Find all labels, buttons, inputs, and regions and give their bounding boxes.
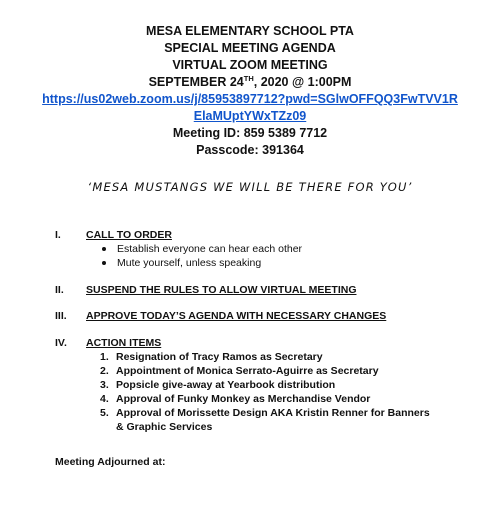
item-text: Approval of Morissette Design AKA Kristin Renner for Banners & Graphic Services: [116, 407, 430, 433]
item-text: Appointment of Monica Serrato-Aguirre as Secretary: [116, 365, 379, 377]
document-header: [0, 23, 500, 159]
item-number: 2.: [100, 365, 109, 377]
zoom-link-line-1: https://us02web.zoom.us/j/85953897712?pwd=SGlwOFFQQ3FwTVV1R: [42, 92, 458, 106]
date-month: SEPTEMBER 24: [148, 75, 244, 89]
item-text: Popsicle give-away at Yearbook distribution: [116, 379, 336, 391]
date-rest: , 2020 @ 1:00PM: [253, 75, 352, 89]
action-item: [100, 392, 435, 406]
action-item: [100, 406, 435, 434]
section-title: SUSPEND THE RULES TO ALLOW VIRTUAL MEETING: [86, 284, 357, 296]
call-to-order-bullets: [102, 242, 302, 270]
zoom-link-line-2: ElaMUptYWxTZz09: [193, 109, 307, 123]
item-number: 4.: [100, 393, 109, 405]
meeting-adjourned: Meeting Adjourned at:: [55, 456, 166, 468]
section-numeral: IV.: [55, 337, 67, 349]
item-number: 5.: [100, 407, 109, 419]
date-suffix: TH: [243, 73, 254, 83]
meeting-date: [0, 74, 500, 91]
section-title: ACTION ITEMS: [86, 337, 162, 349]
item-text: Approval of Funky Monkey as Merchandise Vendor: [116, 393, 371, 405]
item-number: 1.: [100, 351, 109, 363]
zoom-link[interactable]: [0, 91, 500, 125]
section-numeral: I.: [55, 229, 61, 241]
item-number: 3.: [100, 379, 109, 391]
meeting-id: Meeting ID: 859 5389 7712: [172, 126, 328, 140]
passcode: Passcode: 391364: [196, 143, 304, 157]
section-title: CALL TO ORDER: [86, 229, 172, 241]
section-numeral: III.: [55, 310, 67, 322]
item-text: Resignation of Tracy Ramos as Secretary: [116, 351, 323, 363]
motto: ‘MESA MUSTANGS WE WILL BE THERE FOR YOU’: [87, 180, 413, 194]
action-item: [100, 378, 435, 392]
action-items-list: [100, 350, 435, 434]
school-title: MESA ELEMENTARY SCHOOL PTA: [146, 24, 354, 38]
section-numeral: II.: [55, 284, 64, 296]
list-item: Establish everyone can hear each other: [102, 242, 302, 256]
action-item: [100, 350, 435, 364]
section-title: APPROVE TODAY’S AGENDA WITH NECESSARY CHANGES: [86, 310, 387, 322]
agenda-title: SPECIAL MEETING AGENDA: [164, 41, 336, 55]
action-item: [100, 364, 435, 378]
list-item: Mute yourself, unless speaking: [102, 256, 302, 270]
meeting-type: VIRTUAL ZOOM MEETING: [172, 58, 328, 72]
